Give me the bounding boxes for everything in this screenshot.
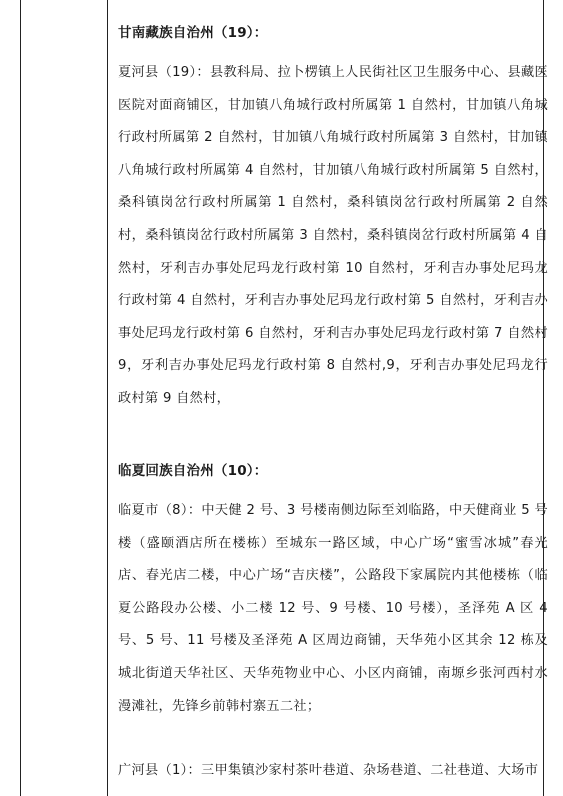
section-paragraph-xiahe: 夏河县（19）：县教科局、拉卜楞镇上人民街社区卫生服务中心、县藏医医院对面商铺区，甘加镇八角城行政村所属第 1 自然村，甘加镇八角城行政村所属第 2 自然村，甘加镇八角城行政村所属第 3 自然村，甘加镇八角城行政村所属第 4 自然村，甘加镇八角城行政村所属第 5 自然村，桑科镇岗岔行政村所属第 1 自然村，桑科镇岗岔行政村所属第 2 自然村，桑科镇岗岔行政村所属第 3 自然村，桑科镇岗岔行政村所属第 4 自然村，牙利吉办事处尼玛龙行政村第 10 自然村，牙利吉办事处尼玛龙行政村第 4 自然村，牙利吉办事处尼玛龙行政村第 5 自然村，牙利吉办事处尼玛龙行政村第 6 自然村，牙利吉办事处尼玛龙行政村第 7 自然村 9，牙利吉办事处尼玛龙行政村第 8 自然村,9，牙利吉办事处尼玛龙行政村第 9 自然村， bbox=[118, 65, 548, 406]
section-paragraph-guanghe: 广河县（1）：三甲集镇沙家村茶叶巷道、杂场巷道、二社巷道、大场市 bbox=[118, 763, 539, 778]
section-heading-linxia: 临夏回族自治州（10）： bbox=[118, 463, 268, 479]
section-heading-gannan: 甘南藏族自治州（19）： bbox=[118, 25, 268, 41]
column-divider bbox=[107, 0, 108, 796]
section-paragraph-linxia-city: 临夏市（8）：中天健 2 号、3 号楼南侧边际至刘临路，中天健商业 5 号楼（盛颐酒店所在楼栋）至城东一路区域，中心广场“蜜雪冰城”春光店、春光店二楼，中心广场“吉庆楼”，公路段下家属院内其他楼栋（临夏公路段办公楼、小二楼 12 号、9 号楼、10 号楼），圣泽苑 A 区 4 号、5 号、11 号楼及圣泽苑 A 区周边商铺，天华苑小区其余 12 栋及城北街道天华社区、天华苑物业中心、小区内商铺，南塬乡张河西村水漫滩社，先锋乡前韩村寨五二社； bbox=[118, 503, 548, 714]
table-frame bbox=[20, 0, 548, 796]
